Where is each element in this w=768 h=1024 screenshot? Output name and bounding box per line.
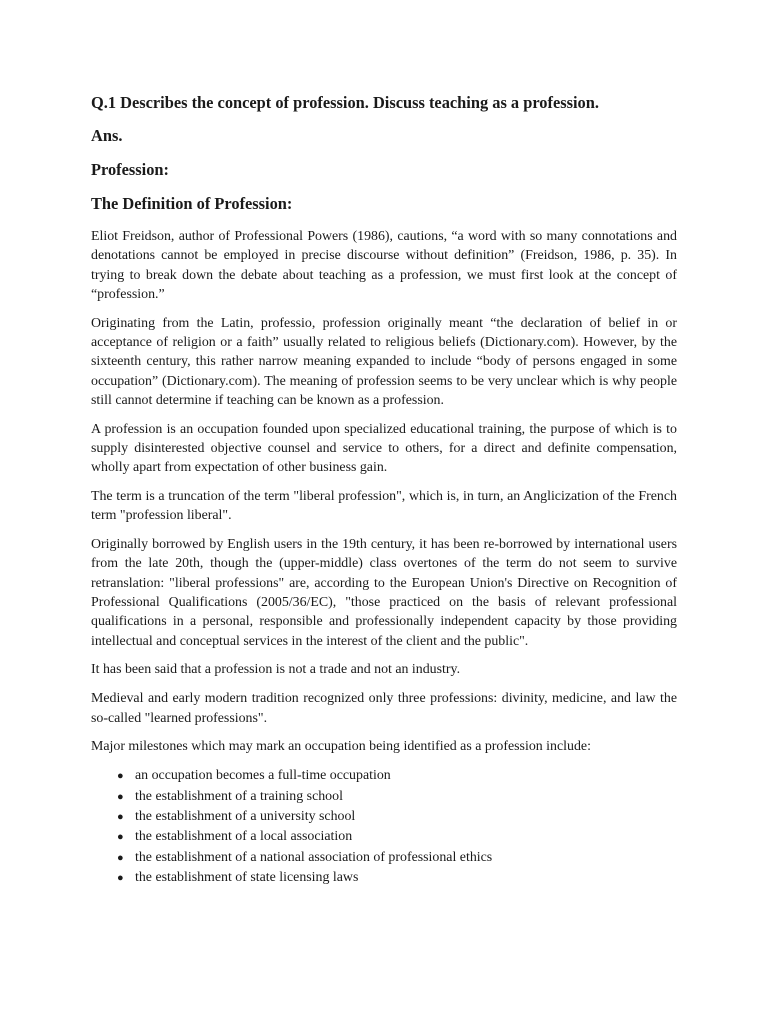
paragraph: Major milestones which may mark an occupation being identified as a profession include: [91,739,591,755]
list-item [117,868,677,888]
bullet-icon: ● [117,872,124,885]
list-item-text: the establishment of a university school [135,808,356,824]
list-item-text: the establishment of a training school [135,788,343,804]
paragraph: It has been said that a profession is not a trade and not an industry. [91,662,461,678]
list-item-text: the establishment of state licensing laws [135,870,359,886]
paragraph: Eliot Freidson, author of Professional Powers (1986), cautions, “a word with so many connotations and denotations cannot be employed in precise discourse without definition” (Freidson, 1986, p. 35). In trying to break down the debate about teaching as a profession, we must first look at the concept of “profession.” [91,229,677,302]
paragraph: Originally borrowed by English users in the 19th century, it has been re-borrowed by international users from the late 20th, though the (upper-middle) class overtones of the term do not seem to survive retranslation: "liberal professions" are, according to the European Union's Directive on Recognition of Professional Qualifications (2005/36/EC), "those practiced on the basis of relevant professional qualifications in a personal, responsible and professionally independent capacity by those providing intellectual and conceptual services in the interest of the client and the public". [91,537,677,649]
bullet-icon: ● [117,790,124,803]
list-item [117,827,677,847]
bullet-icon: ● [117,851,124,864]
paragraph: Originating from the Latin, professio, profession originally meant “the declaration of belief in or acceptance of religion or a faith” usually related to religious beliefs (Dictionary.com). However, by the sixteenth century, this rather narrow meaning expanded to include “body of persons engaged in some occupation” (Dictionary.com). The meaning of profession seems to be very unclear which is why people still cannot determine if teaching can be known as a profession. [91,315,677,408]
list-item [117,848,677,868]
bullet-icon: ● [117,770,124,783]
paragraph: Medieval and early modern tradition recognized only three professions: divinity, medicine, and law the so-called "learned professions". [91,691,677,726]
list-item [117,787,677,807]
answer-label: Ans. [91,126,123,145]
section-title: Profession: [91,160,169,179]
list-item [117,807,677,827]
milestones-list [91,766,677,888]
paragraph: A profession is an occupation founded upon specialized educational training, the purpose of which is to supply disinterested objective counsel and service to others, for a direct and definite compensation, wholly apart from expectation of other business gain. [91,421,677,476]
list-item-text: an occupation becomes a full-time occupation [135,768,391,784]
bullet-icon: ● [117,810,124,823]
list-item-text: the establishment of a local association [135,829,353,845]
question-heading: Q.1 Describes the concept of profession. Discuss teaching as a profession. [91,93,599,112]
subsection-title: The Definition of Profession: [91,194,293,213]
list-item [117,766,677,786]
paragraph: The term is a truncation of the term "liberal profession", which is, in turn, an Anglicization of the French term "profession liberal". [91,489,677,524]
bullet-icon: ● [117,831,124,844]
list-item-text: the establishment of a national association of professional ethics [135,849,493,865]
